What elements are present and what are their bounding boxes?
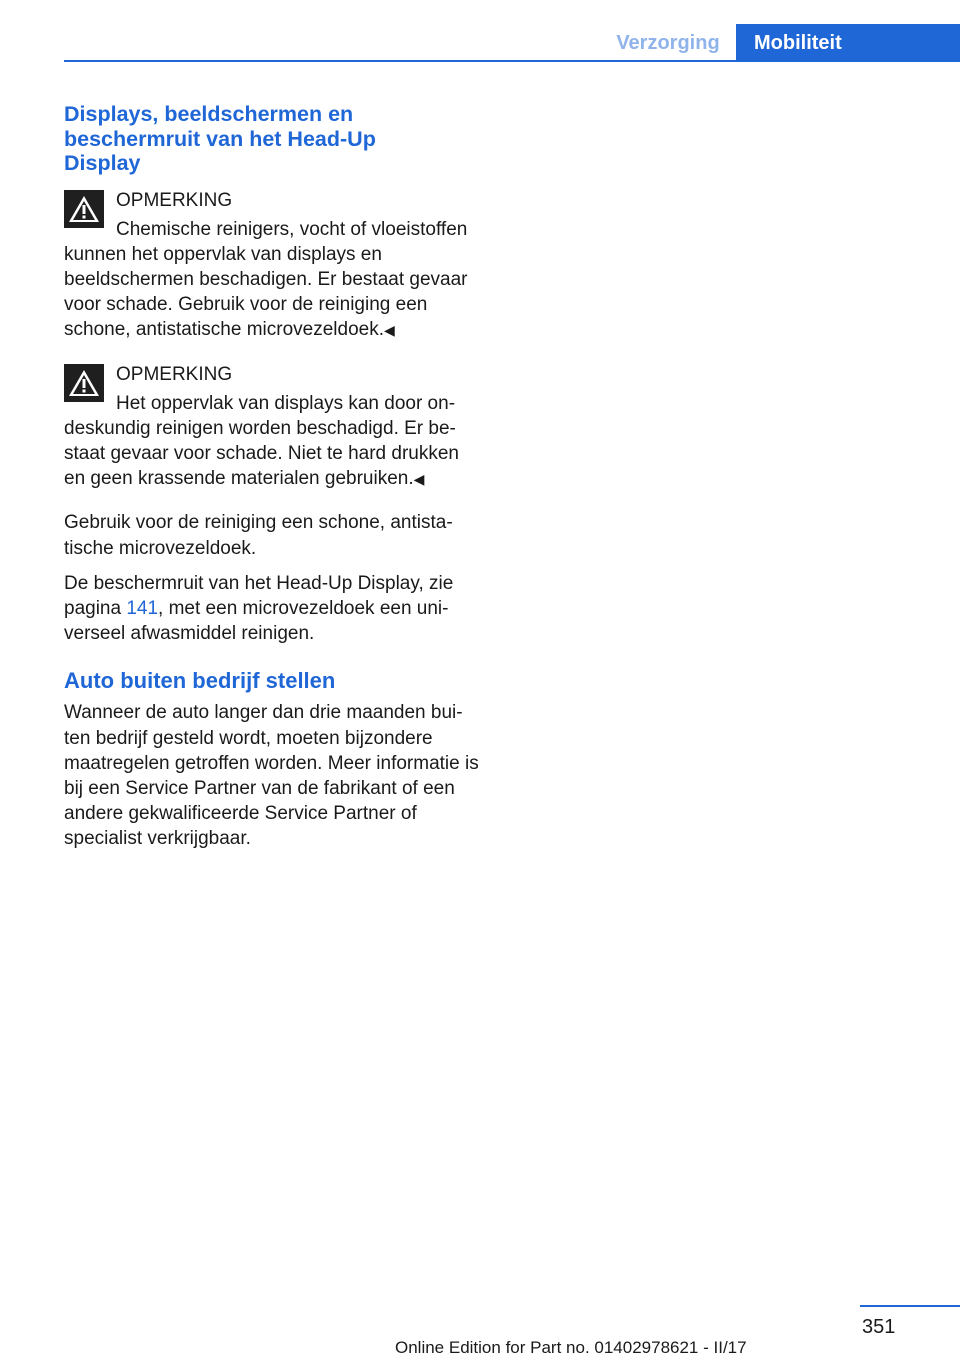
main-content bbox=[64, 102, 480, 862]
notice-improper-cleaning bbox=[64, 362, 480, 493]
section-title-displays bbox=[64, 102, 480, 176]
header-rule bbox=[64, 60, 960, 62]
page-number: 351 bbox=[862, 1316, 896, 1338]
section-title-line: Display bbox=[64, 151, 141, 175]
notice-text: Het oppervlak van displays kan door ondeskundig reinigen worden beschadigd. Er bestaat gevaar voor schade. Niet te hard drukken en geen krassende materialen gebruiken. bbox=[64, 392, 460, 490]
section-title-line: Displays, beeldschermen en bbox=[64, 102, 354, 126]
tab-mobiliteit[interactable]: Mobiliteit bbox=[736, 24, 960, 62]
paragraph-text: , met een microvezeldoek een universeel afwasmiddel reinigen. bbox=[64, 597, 449, 645]
notice-label: OPMERKING bbox=[116, 189, 233, 211]
paragraph-cleaning: Gebruik voor de reiniging een schone, antistatische microvezeldoek. bbox=[64, 512, 453, 559]
warning-triangle-icon bbox=[64, 190, 104, 228]
tab-verzorging[interactable]: Verzorging bbox=[616, 32, 720, 54]
notice-text: Chemische reinigers, vocht of vloeistoffen kunnen het oppervlak van displays en beeldschermen beschadigen. Er bestaat gevaar voor schade. Gebruik voor de reiniging een schone, antistatische microvezeldoek. bbox=[64, 218, 468, 341]
section-title-decommission: Auto buiten bedrijf stellen bbox=[64, 668, 336, 694]
paragraph-text: De beschermruit van het Head-Up Display, zie pagina bbox=[64, 572, 454, 619]
notice-label: OPMERKING bbox=[116, 363, 233, 385]
section-title-line: beschermruit van het Head-Up bbox=[64, 126, 376, 151]
footer-rule bbox=[860, 1305, 960, 1307]
end-mark-icon: ◀ bbox=[413, 471, 425, 488]
edition-note: Online Edition for Part no. 01402978621 - II/17 bbox=[395, 1338, 747, 1357]
warning-triangle-icon bbox=[64, 364, 104, 402]
page-link-141[interactable]: 141 bbox=[126, 597, 159, 619]
end-mark-icon: ◀ bbox=[384, 322, 395, 339]
paragraph-head-up-display bbox=[64, 571, 480, 647]
paragraph-decommission: Wanneer de auto langer dan drie maanden buiten bedrijf gesteld wordt, moeten bijzondere maatregelen getroffen worden. Meer informatie is bij een Service Partner van de fabrikant of een andere gekwalificeerde Service Partner of specialist verkrijgbaar. bbox=[64, 702, 479, 850]
notice-chemical-cleaners bbox=[64, 188, 480, 344]
